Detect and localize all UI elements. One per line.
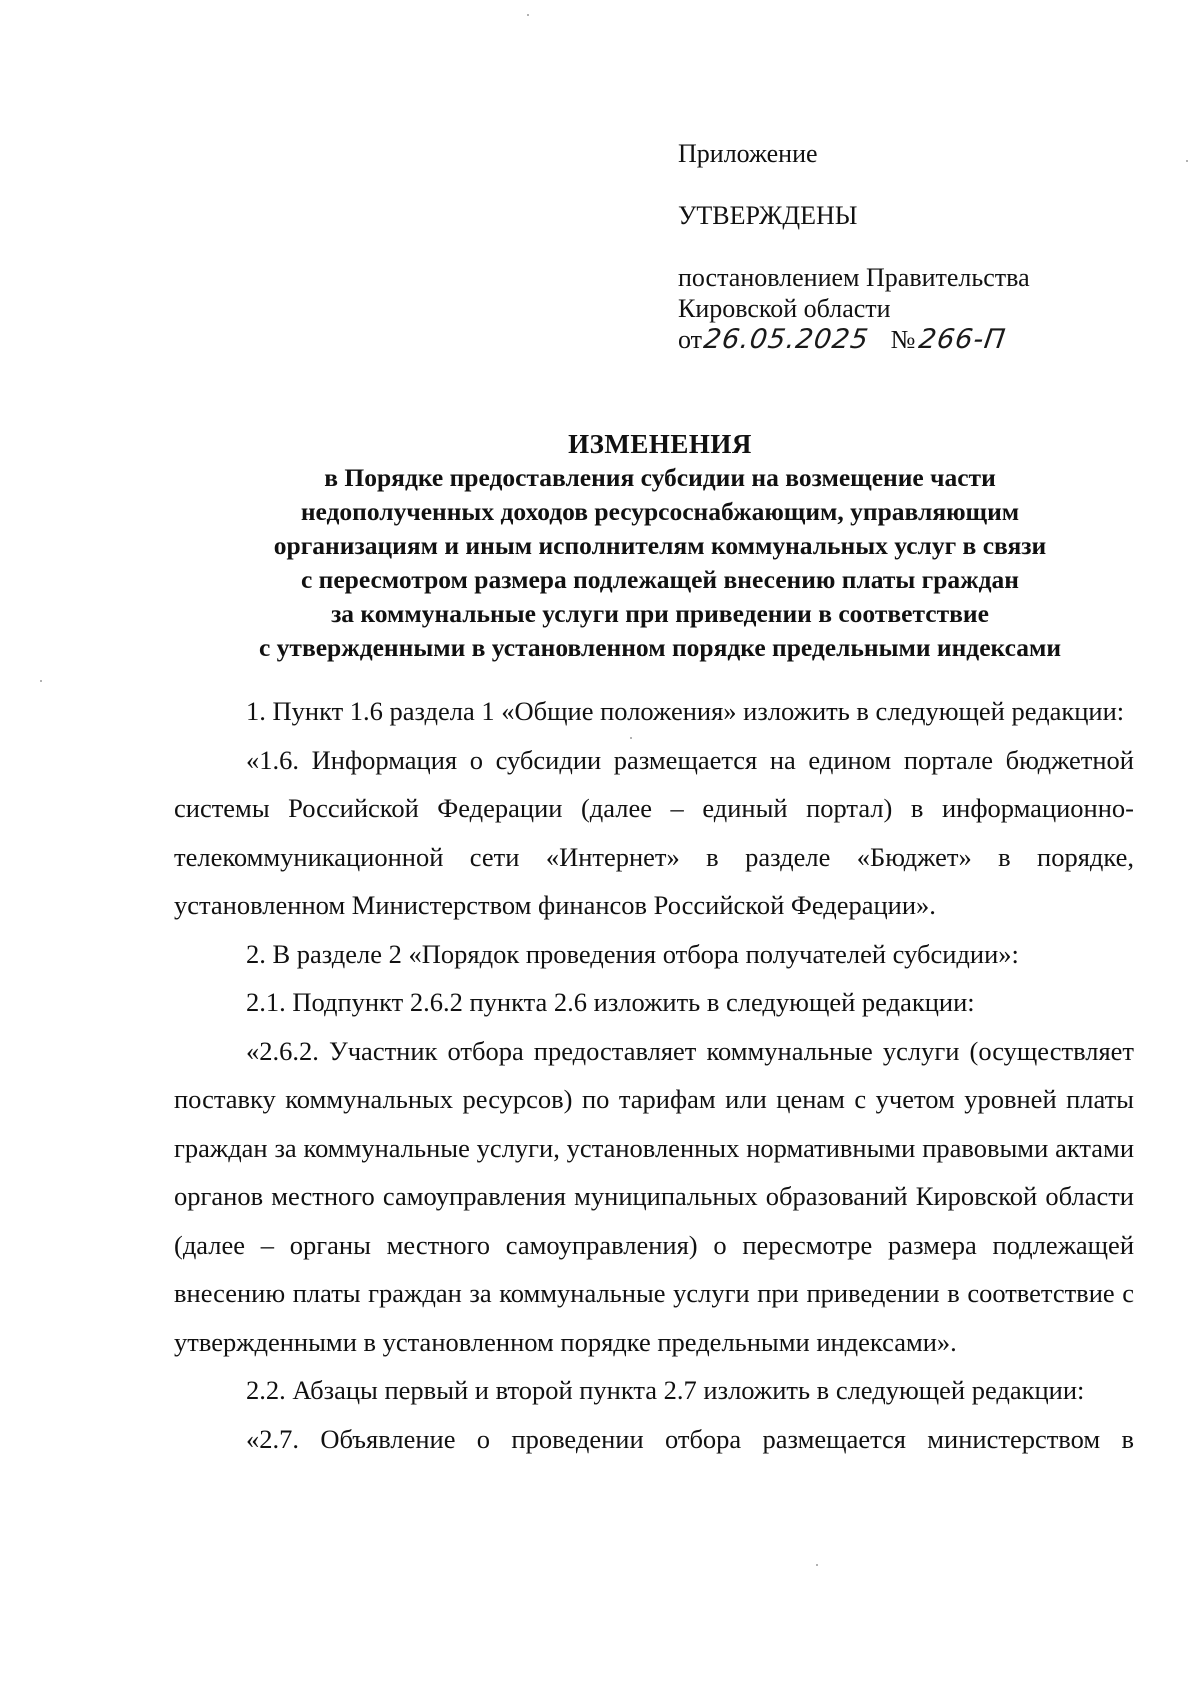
- scan-speck: [40, 680, 42, 682]
- paragraph-1: 1. Пункт 1.6 раздела 1 «Общие положения» изложить в следующей редакции:: [246, 696, 1125, 726]
- decree-line-1: постановлением Правительства: [678, 263, 1030, 292]
- paragraph-2-7: «2.7. Объявление о проведении отбора размещается министерством в: [246, 1423, 1134, 1454]
- date-prefix: от: [678, 325, 703, 354]
- title-subtitle: [130, 461, 1190, 665]
- paragraph-2-6-2: «2.6.2. Участник отбора предоставляет коммунальные услуги (осуществляет поставку коммунальных ресурсов) по тарифам или ценам с учетом уровней платы граждан за коммунальные услуги, установленных нормативными правовыми актами органов местного самоуправления муниципальных образований Кировской области (далее – органы местного самоуправления) о пересмотре размера подлежащей внесению платы граждан за коммунальные услуги при приведении в соответствие с утвержденными в установленном порядке предельными индексами».: [174, 1035, 1134, 1357]
- paragraph-1-6: «1.6. Информация о субсидии размещается на едином портале бюджетной системы Российской Федерации (далее – единый портал) в информационно-телекоммуникационной сети «Интернет» в разделе «Бюджет» в порядке, установленном Министерством финансов Российской Федерации».: [174, 744, 1134, 920]
- number-prefix: №: [890, 325, 916, 354]
- approval-block: [678, 138, 1118, 355]
- annex-label: Приложение: [678, 139, 818, 168]
- title-line: в Порядке предоставления субсидии на возмещение части: [324, 463, 996, 492]
- title-line: с утвержденными в установленном порядке предельными индексами: [258, 633, 1062, 662]
- scan-speck: [630, 737, 632, 739]
- scan-speck: [816, 1564, 818, 1566]
- paragraph-2: 2. В разделе 2 «Порядок проведения отбора получателей субсидии»:: [246, 938, 1019, 969]
- title-line: организациям и иным исполнителям коммунальных услуг в связи: [273, 531, 1047, 560]
- paragraph-2-1: 2.1. Подпункт 2.6.2 пункта 2.6 изложить в следующей редакции:: [246, 987, 975, 1017]
- title-line: с пересмотром размера подлежащей внесению платы граждан: [300, 565, 1020, 594]
- title-line: недополученных доходов ресурсоснабжающим, управляющим: [300, 497, 1020, 526]
- scan-speck: [527, 14, 529, 16]
- handwritten-date: 26.05.2025: [701, 324, 871, 355]
- decree-date-number: [678, 324, 1118, 355]
- decree-line-2: Кировской области: [678, 294, 891, 323]
- document-title: [130, 427, 1190, 665]
- document-body: [174, 687, 1134, 1463]
- approved-label: УТВЕРЖДЕНЫ: [678, 201, 858, 230]
- scan-speck: [1186, 160, 1188, 162]
- handwritten-number: 266-П: [917, 324, 1009, 355]
- paragraph-2-2: 2.2. Абзацы первый и второй пункта 2.7 изложить в следующей редакции:: [246, 1375, 1085, 1405]
- title-line: за коммунальные услуги при приведении в соответствие: [331, 599, 989, 628]
- title-heading: ИЗМЕНЕНИЯ: [568, 429, 752, 459]
